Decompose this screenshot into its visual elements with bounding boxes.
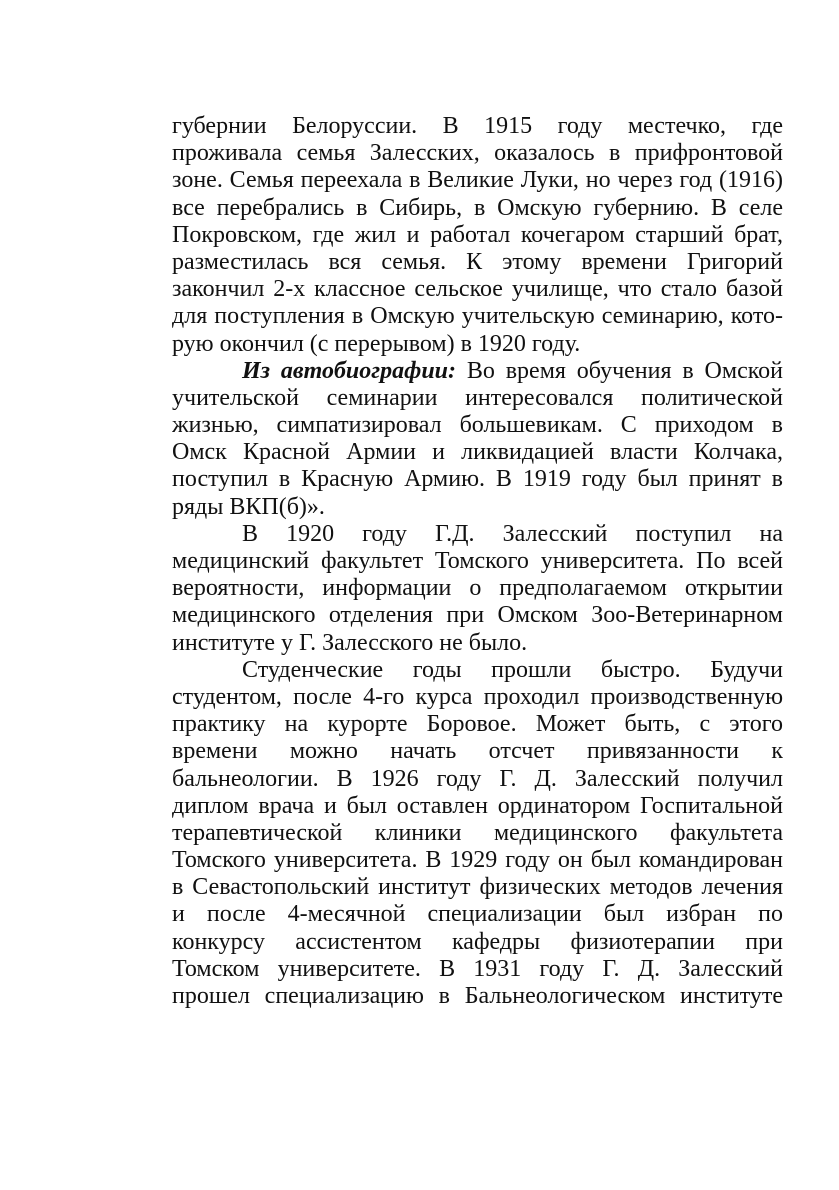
text-line (172, 358, 783, 385)
paragraph-2 (172, 358, 783, 521)
text-line: проживала семья Залесских, оказалось в прифронтовой (172, 140, 783, 167)
paragraph-1 (172, 113, 783, 358)
text-line: времени можно начать отсчет привязанности к (172, 738, 783, 765)
text-line: поступил в Красную Армию. В 1919 году был принят в (172, 466, 783, 493)
text-line: В 1920 году Г.Д. Залесский поступил на (242, 520, 783, 547)
paragraph-3 (172, 521, 783, 657)
text-line: закончил 2-х классное сельское училище, что стало базой (172, 276, 783, 303)
text-line: диплом врача и был оставлен ординатором Госпитальной (172, 792, 783, 819)
text-line: вероятности, информации о предполагаемом открытии (172, 575, 783, 602)
text-line: конкурсу ассистентом кафедры физиотерапии при (172, 928, 783, 955)
text-line: Омск Красной Армии и ликвидацией власти Колчака, (172, 439, 783, 466)
document-page (172, 113, 783, 1010)
text-line: терапевтической клиники медицинского факультета (172, 819, 783, 846)
text-line: медицинского отделения при Омском Зоо-Ветеринарном (172, 602, 783, 629)
text-line: бальнеологии. В 1926 году Г. Д. Залесский получил (172, 765, 783, 792)
text-line: и после 4-месячной специализации был избран по (172, 901, 783, 928)
text-line: в Севастопольский институт физических методов лечения (172, 874, 783, 901)
text-line: жизнью, симпатизировал большевикам. С приходом в (172, 412, 783, 439)
text-line: медицинский факультет Томского университета. По всей (172, 548, 783, 574)
paragraph-4 (172, 657, 783, 1010)
text-line: рую окончил (с перерывом) в 1920 году. (172, 330, 581, 357)
text-line: зоне. Семья переехала в Великие Луки, но через год (1916) (172, 167, 783, 194)
text-line: Студенческие годы прошли быстро. Будучи (242, 656, 783, 683)
text-line: ряды ВКП(б)». (172, 493, 325, 520)
text-line: практику на курорте Боровое. Может быть, с этого (172, 711, 783, 738)
text-line: для поступления в Омскую учительскую семинарию, кото- (172, 303, 783, 330)
text-span: Во время обучения в Омской (456, 357, 783, 384)
text-line: студентом, после 4-го курса проходил производственную (172, 683, 783, 710)
text-line: Томском университете. В 1931 году Г. Д. Залесский (172, 955, 783, 982)
text-line: все перебрались в Сибирь, в Омскую губернию. В селе (172, 194, 783, 221)
text-line: учительской семинарии интересовался политической (172, 384, 783, 411)
text-line: прошел специализацию в Бальнеологическом институте (172, 983, 783, 1009)
emphasis-lead: Из автобиографии: (242, 357, 457, 384)
text-line: Томского университета. В 1929 году он был командирован (172, 847, 783, 874)
text-line: губернии Белоруссии. В 1915 году местечко, где (172, 113, 783, 139)
text-line: институте у Г. Залесского не было. (172, 629, 528, 656)
text-line: разместилась вся семья. К этому времени Григорий (172, 248, 783, 275)
text-line: Покровском, где жил и работал кочегаром старший брат, (172, 221, 783, 248)
